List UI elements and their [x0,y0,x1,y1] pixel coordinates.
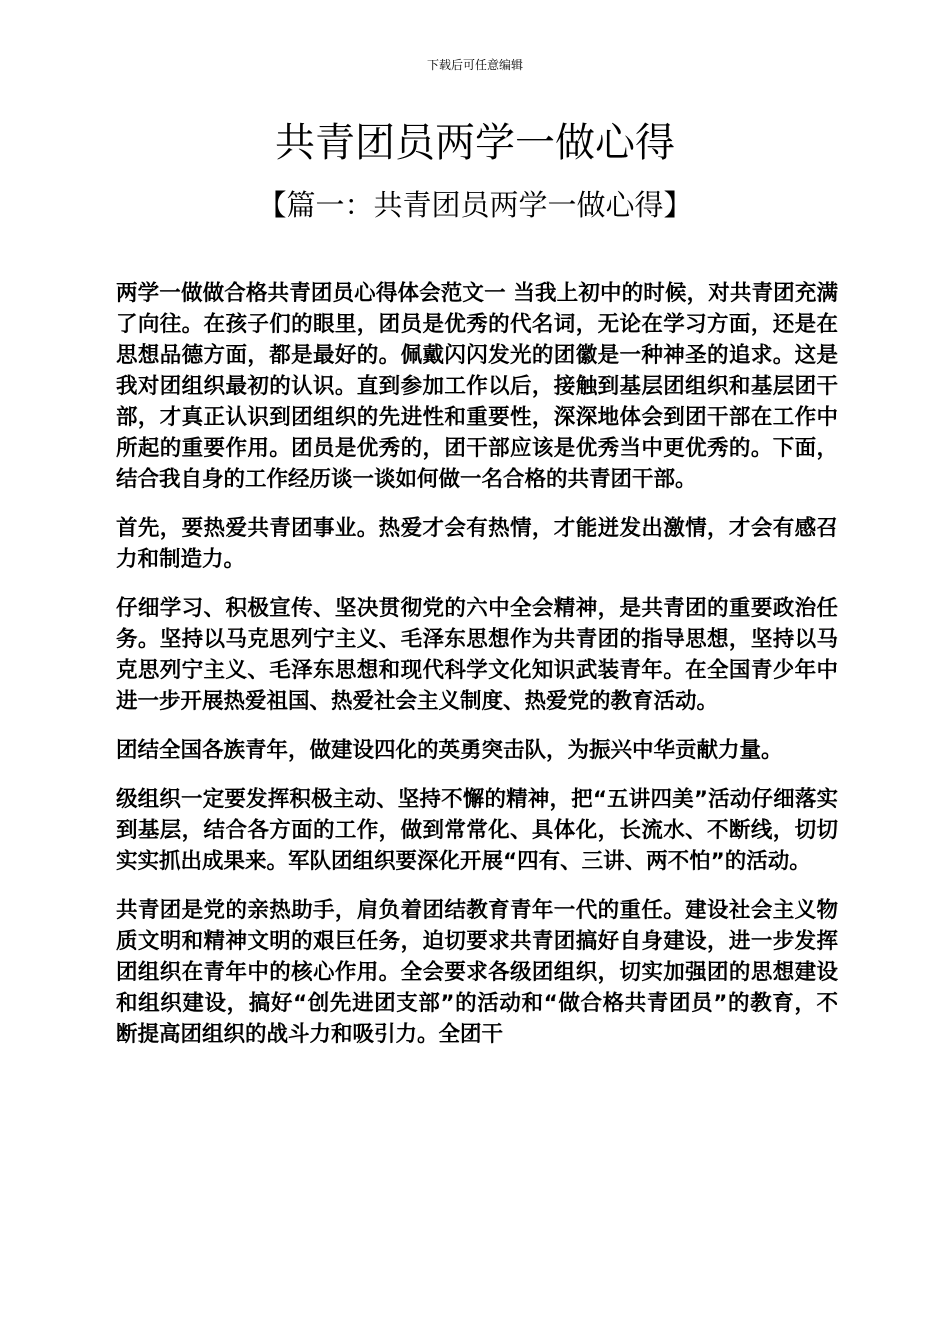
document-body [116,278,838,1068]
paragraph: 仔细学习、积极宣传、坚决贯彻党的六中全会精神，是共青团的重要政治任务。坚持以马克思列宁主义、毛泽东思想作为共青团的指导思想，坚持以马克思列宁主义、毛泽东思想和现代科学文化知识武装青年。在全国青少年中进一步开展热爱祖国、热爱社会主义制度、热爱党的教育活动。 [116,596,838,714]
paragraph: 首先，要热爱共青团事业。热爱才会有热情，才能迸发出激情，才会有感召力和制造力。 [116,516,838,572]
paragraph: 级组织一定要发挥积极主动、坚持不懈的精神，把“五讲四美”活动仔细落实到基层，结合各方面的工作，做到常常化、具体化，长流水、不断线，切切实实抓出成果来。军队团组织要深化开展“四有、三讲、两不怕”的活动。 [116,787,838,874]
paragraph: 两学一做做合格共青团员心得体会范文一 当我上初中的时候，对共青团充满了向往。在孩子们的眼里，团员是优秀的代名词，无论在学习方面，还是在思想品德方面，都是最好的。佩戴闪闪发光的团徽是一种神圣的追求。这是我对团组织最初的认识。直到参加工作以后，接触到基层团组织和基层团干部，才真正认识到团组织的先进性和重要性，深深地体会到团干部在工作中所起的重要作用。团员是优秀的，团干部应该是优秀当中更优秀的。下面，结合我自身的工作经历谈一谈如何做一名合格的共青团干部。 [116,281,838,492]
header-note: 下载后可任意编辑 [426,58,523,72]
document-title: 共青团员两学一做心得 [275,120,675,166]
paragraph: 团结全国各族青年，做建设四化的英勇突击队，为振兴中华贡献力量。 [116,738,783,763]
document-subtitle: 【篇一：共青团员两学一做心得】 [257,188,693,222]
paragraph: 共青团是党的亲热助手，肩负着团结教育青年一代的重任。建设社会主义物质文明和精神文明的艰巨任务，迫切要求共青团搞好自身建设，进一步发挥团组织在青年中的核心作用。全会要求各级团组织，切实加强团的思想建设和组织建设，搞好“创先进团支部”的活动和“做合格共青团员”的教育，不断提高团组织的战斗力和吸引力。全团干 [116,898,838,1047]
